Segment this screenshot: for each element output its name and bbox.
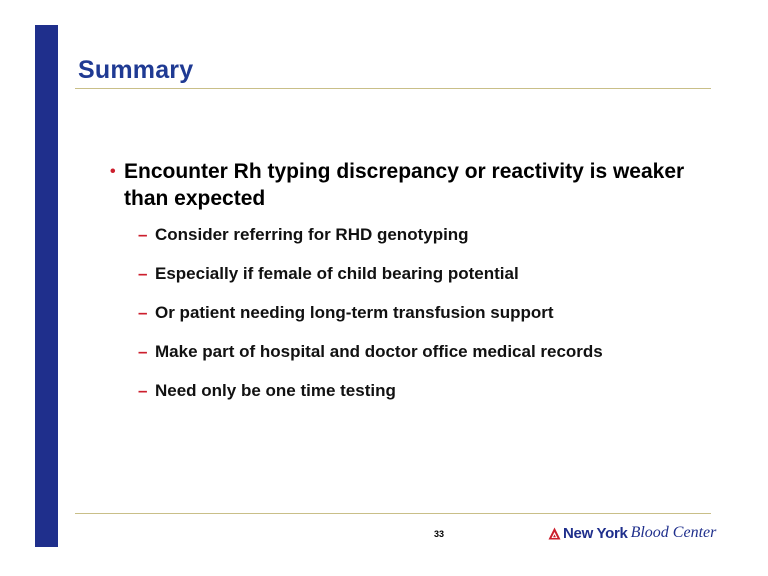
dash-icon: – xyxy=(138,264,148,283)
sub-bullet-text: Consider referring for RHD genotyping xyxy=(155,225,469,244)
dash-icon: – xyxy=(138,381,148,400)
sub-bullet xyxy=(138,302,730,341)
new-york-blood-center-logo xyxy=(548,524,716,542)
dash-icon: – xyxy=(138,303,148,322)
dash-icon: – xyxy=(138,342,148,361)
left-accent-bar xyxy=(35,25,58,547)
sub-bullet xyxy=(138,341,730,380)
logo-italic-text: Blood Center xyxy=(630,524,717,541)
bullet-dot-icon: • xyxy=(110,163,116,180)
main-bullet-text: Encounter Rh typing discrepancy or reactivity is weaker than expected xyxy=(124,160,685,210)
logo-bold-text: New York xyxy=(563,524,628,542)
sub-bullet-text: Need only be one time testing xyxy=(155,381,396,400)
slide-title: Summary xyxy=(78,56,194,84)
slide-content xyxy=(110,158,730,419)
dash-icon: – xyxy=(138,225,148,244)
sub-bullet-list xyxy=(110,224,730,419)
sub-bullet-text: Especially if female of child bearing potential xyxy=(155,264,519,283)
blood-drop-triangle-icon xyxy=(548,527,561,540)
sub-bullet-text: Make part of hospital and doctor office medical records xyxy=(155,342,603,361)
title-divider xyxy=(75,88,711,89)
sub-bullet xyxy=(138,380,730,419)
sub-bullet-text: Or patient needing long-term transfusion support xyxy=(155,303,554,322)
sub-bullet xyxy=(138,263,730,302)
footer-divider xyxy=(75,513,711,514)
sub-bullet xyxy=(138,224,730,263)
main-bullet xyxy=(110,158,730,212)
page-number: 33 xyxy=(434,529,445,539)
